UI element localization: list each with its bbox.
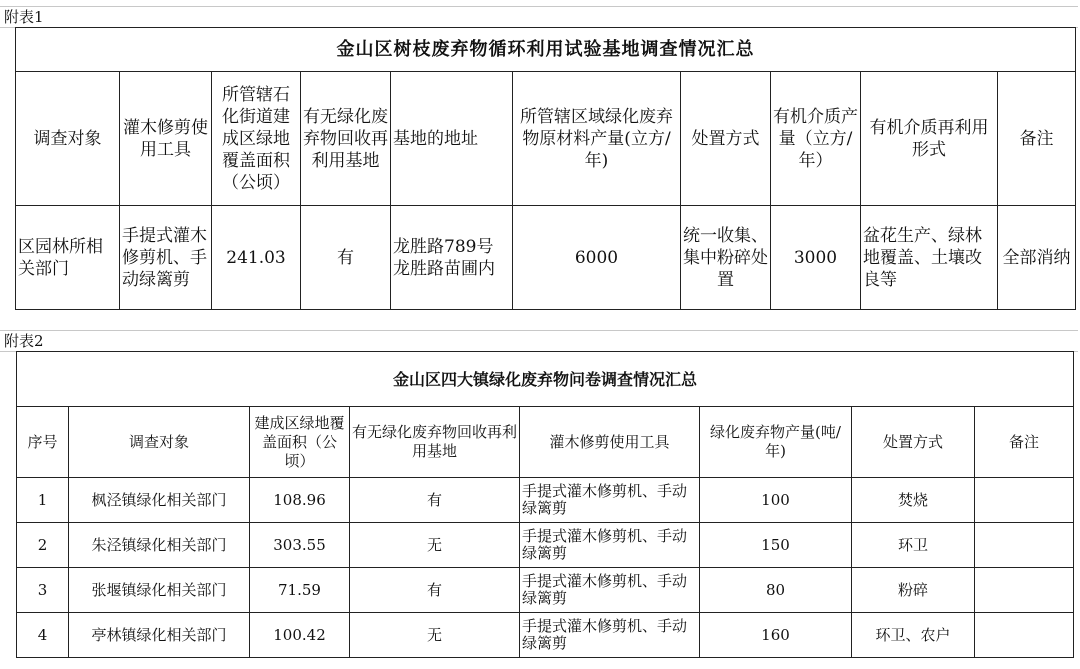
table-cell: 160 (700, 613, 852, 658)
sheet1-table (15, 27, 1076, 310)
table-cell: 环卫、农户 (852, 613, 975, 658)
header-cell: 基地的地址 (391, 72, 513, 206)
sheet2-label: 附表2 (0, 330, 1078, 352)
sheet2-table (16, 351, 1074, 658)
header-cell: 调查对象 (69, 407, 250, 478)
table-cell: 6000 (513, 206, 681, 310)
table-cell (975, 613, 1074, 658)
table-cell (975, 523, 1074, 568)
sheet2-title: 金山区四大镇绿化废弃物问卷调查情况汇总 (17, 352, 1074, 407)
header-cell: 绿化废弃物产量(吨/年) (700, 407, 852, 478)
table-cell: 手提式灌木修剪机、手动绿篱剪 (520, 568, 700, 613)
table-cell: 3000 (771, 206, 861, 310)
table-row (17, 568, 1074, 613)
header-cell: 有无绿化废弃物回收再利用基地 (301, 72, 391, 206)
header-cell: 有无绿化废弃物回收再利用基地 (350, 407, 520, 478)
table-cell: 100 (700, 478, 852, 523)
table-cell: 粉碎 (852, 568, 975, 613)
table-cell: 手提式灌木修剪机、手动绿篱剪 (120, 206, 212, 310)
header-cell: 所管辖区域绿化废弃物原材料产量(立方/年) (513, 72, 681, 206)
table-cell: 无 (350, 523, 520, 568)
table-cell: 手提式灌木修剪机、手动绿篱剪 (520, 523, 700, 568)
header-cell: 备注 (975, 407, 1074, 478)
table-cell: 手提式灌木修剪机、手动绿篱剪 (520, 613, 700, 658)
table-cell (975, 478, 1074, 523)
header-cell: 灌木修剪使用工具 (120, 72, 212, 206)
table-row (17, 478, 1074, 523)
sheet1-label: 附表1 (0, 6, 1078, 28)
table-cell: 盆花生产、绿林地覆盖、土壤改良等 (861, 206, 998, 310)
table-cell: 108.96 (250, 478, 350, 523)
header-cell: 有机介质产量（立方/年） (771, 72, 861, 206)
table-cell: 100.42 (250, 613, 350, 658)
table-cell: 241.03 (212, 206, 301, 310)
table-cell: 1 (17, 478, 69, 523)
table-cell: 303.55 (250, 523, 350, 568)
table-cell: 有 (301, 206, 391, 310)
table-cell: 朱泾镇绿化相关部门 (69, 523, 250, 568)
table-cell: 亭林镇绿化相关部门 (69, 613, 250, 658)
table-cell: 3 (17, 568, 69, 613)
table-cell: 全部消纳 (998, 206, 1076, 310)
table-cell: 焚烧 (852, 478, 975, 523)
header-cell: 序号 (17, 407, 69, 478)
table-cell: 有 (350, 478, 520, 523)
table-cell: 张堰镇绿化相关部门 (69, 568, 250, 613)
header-cell: 所管辖石化街道建成区绿地覆盖面积（公顷） (212, 72, 301, 206)
table-cell: 区园林所相关部门 (16, 206, 120, 310)
sheet1-title: 金山区树枝废弃物循环利用试验基地调查情况汇总 (16, 28, 1076, 72)
table-cell: 环卫 (852, 523, 975, 568)
header-cell: 有机介质再利用形式 (861, 72, 998, 206)
table-cell: 80 (700, 568, 852, 613)
table-cell: 150 (700, 523, 852, 568)
table-cell: 2 (17, 523, 69, 568)
header-cell: 处置方式 (681, 72, 771, 206)
table-cell (975, 568, 1074, 613)
header-cell: 备注 (998, 72, 1076, 206)
table-row (17, 523, 1074, 568)
header-cell: 建成区绿地覆盖面积（公顷） (250, 407, 350, 478)
table-cell: 无 (350, 613, 520, 658)
header-cell: 灌木修剪使用工具 (520, 407, 700, 478)
table-cell: 统一收集、集中粉碎处置 (681, 206, 771, 310)
table-cell: 手提式灌木修剪机、手动绿篱剪 (520, 478, 700, 523)
table-cell: 枫泾镇绿化相关部门 (69, 478, 250, 523)
table-cell: 龙胜路789号龙胜路苗圃内 (391, 206, 513, 310)
table-cell: 有 (350, 568, 520, 613)
table-row (17, 613, 1074, 658)
header-cell: 调查对象 (16, 72, 120, 206)
table-cell: 71.59 (250, 568, 350, 613)
table-cell: 4 (17, 613, 69, 658)
header-cell: 处置方式 (852, 407, 975, 478)
